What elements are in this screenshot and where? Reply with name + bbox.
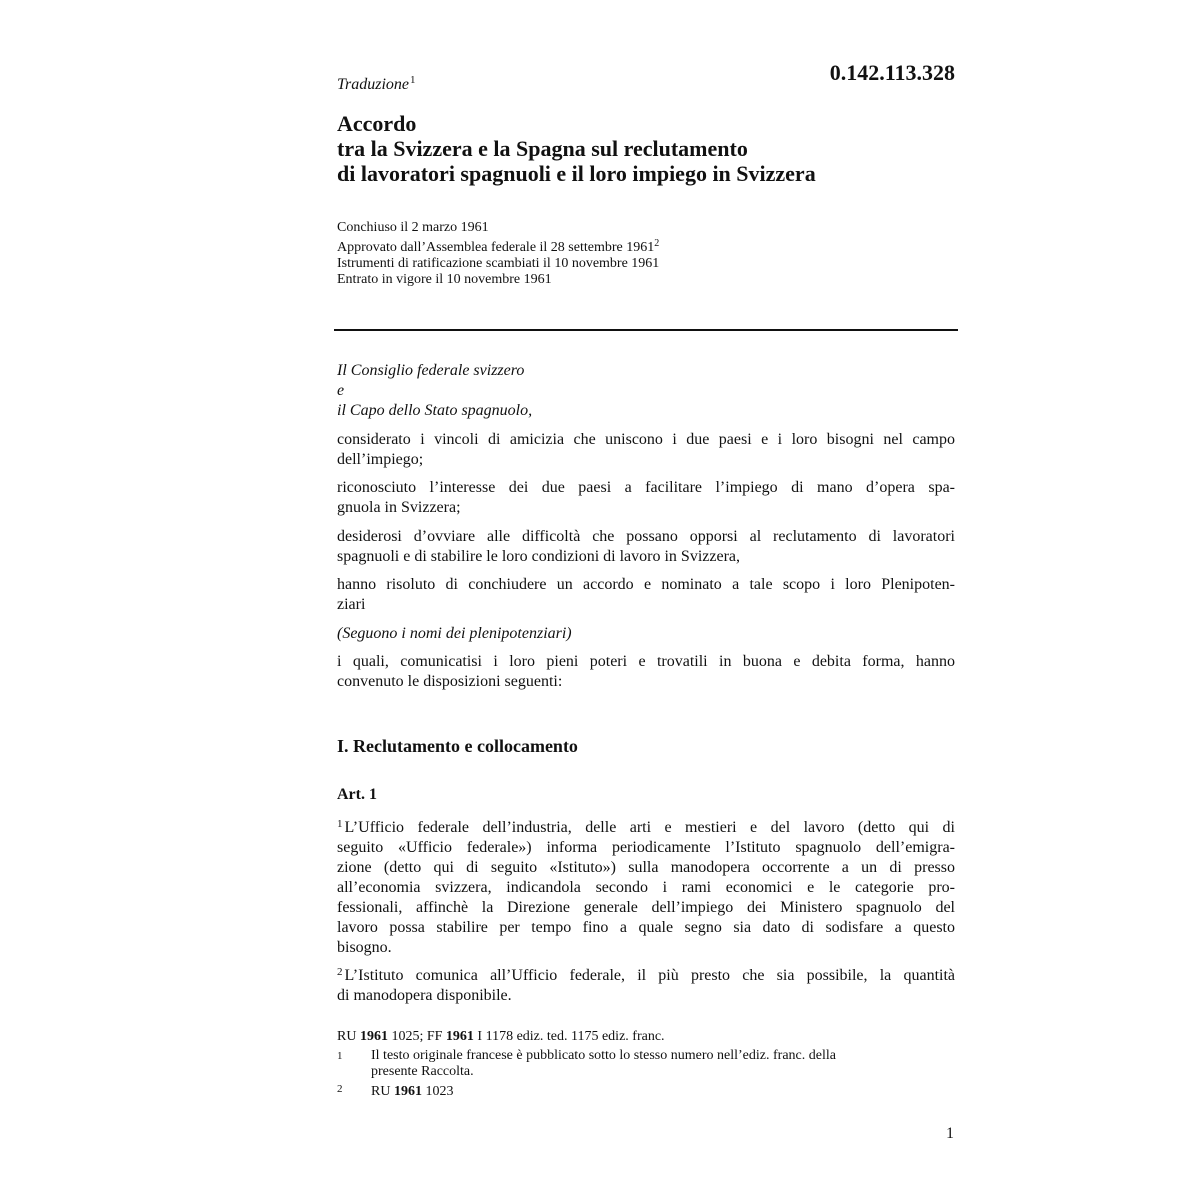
document-title bbox=[337, 111, 816, 186]
footnote-number: 1 bbox=[337, 1050, 343, 1062]
page-number: 1 bbox=[946, 1125, 954, 1142]
footnote-1: 1 Il testo originale francese è pubblicato sotto lo stesso numero nell’ediz. franc. della presente Raccolta. bbox=[337, 1048, 836, 1079]
preamble-paragraph: riconosciuto l’interesse dei due paesi a facilitare l’impiego di mano d’opera spa- gnuola in Svizzera; bbox=[337, 479, 955, 516]
article-heading: Art. 1 bbox=[337, 786, 377, 803]
plenipotentiaries-note: (Seguono i nomi dei plenipotenziari) bbox=[337, 625, 572, 642]
paragraph-number: 2 bbox=[337, 966, 343, 978]
footnote-2: 2 RU 1961 1023 bbox=[337, 1083, 454, 1099]
in-force-date: Entrato in vigore il 10 novembre 1961 bbox=[337, 272, 552, 287]
preamble-paragraph: considerato i vincoli di amicizia che uniscono i due paesi e i loro bisogni nel campo dell’impiego; bbox=[337, 431, 955, 468]
approved-date: Approvato dall’Assemblea federale il 28 settembre 1961$^2$ bbox=[337, 238, 660, 255]
document-number: 0.142.113.328 bbox=[829, 60, 955, 85]
preamble-paragraph: hanno risoluto di conchiudere un accordo e nominato a tale scopo i loro Plenipoten- ziari bbox=[337, 576, 955, 613]
footnote-ref[interactable]: 2 bbox=[654, 238, 660, 249]
article-paragraph-2: $^2$ L’Istituto comunica all’Ufficio federale, il più presto che sia possibile, la quantità di manodopera disponibile. bbox=[337, 966, 955, 1004]
footnote-ref[interactable]: 1 bbox=[410, 74, 416, 86]
document-metadata bbox=[337, 220, 659, 288]
horizontal-rule bbox=[334, 329, 958, 331]
title-line: tra la Svizzera e la Spagna sul reclutamento bbox=[337, 136, 748, 161]
footnote-number: 2 bbox=[337, 1083, 343, 1095]
preamble-paragraph: i quali, comunicatisi i loro pieni poteri e trovatili in buona e debita forma, hanno convenuto le disposizioni seguenti: bbox=[337, 653, 955, 690]
party-1: Il Consiglio federale svizzero bbox=[337, 362, 525, 379]
title-line: Accordo bbox=[337, 111, 417, 136]
conjunction: e bbox=[337, 382, 345, 399]
ratification-date: Istrumenti di ratificazione scambiati il 10 novembre 1961 bbox=[337, 256, 660, 271]
paragraph-number: 1 bbox=[337, 818, 343, 830]
article-paragraph-1: $^1$ L’Ufficio federale dell’industria, delle arti e mestieri e del lavoro (detto qui di seguito «Ufficio federale») informa periodicamente l’Istituto spagnuolo dell’emigra- zione (detto qui di seguito «Istituto») sulla manodopera occorrente a un di presso all’economia svizzera, indicandola secondo i rami economici e le categorie pro- fessionali, affinchè la Direzione generale dell’impiego dei Ministero spagnuolo del lavoro possa stabilire per tempo fino a quale segno sia dato di sodisfare a questo bisogno. bbox=[337, 818, 955, 956]
concluded-date: Conchiuso il 2 marzo 1961 bbox=[337, 220, 489, 235]
title-line: di lavoratori spagnuoli e il loro impiego in Svizzera bbox=[337, 161, 816, 186]
source-reference: RU 1961 1025; FF 1961 I 1178 ediz. ted. 1175 ediz. franc. bbox=[337, 1029, 665, 1044]
party-2: il Capo dello Stato spagnuolo, bbox=[337, 402, 533, 419]
translation-label: Traduzione$^1$ bbox=[337, 74, 416, 93]
section-heading: I. Reclutamento e collocamento bbox=[337, 736, 578, 756]
preamble-paragraph: desiderosi d’ovviare alle difficoltà che possano opporsi al reclutamento di lavoratori spagnuoli e di stabilire le loro condizioni di lavoro in Svizzera, bbox=[337, 528, 955, 565]
